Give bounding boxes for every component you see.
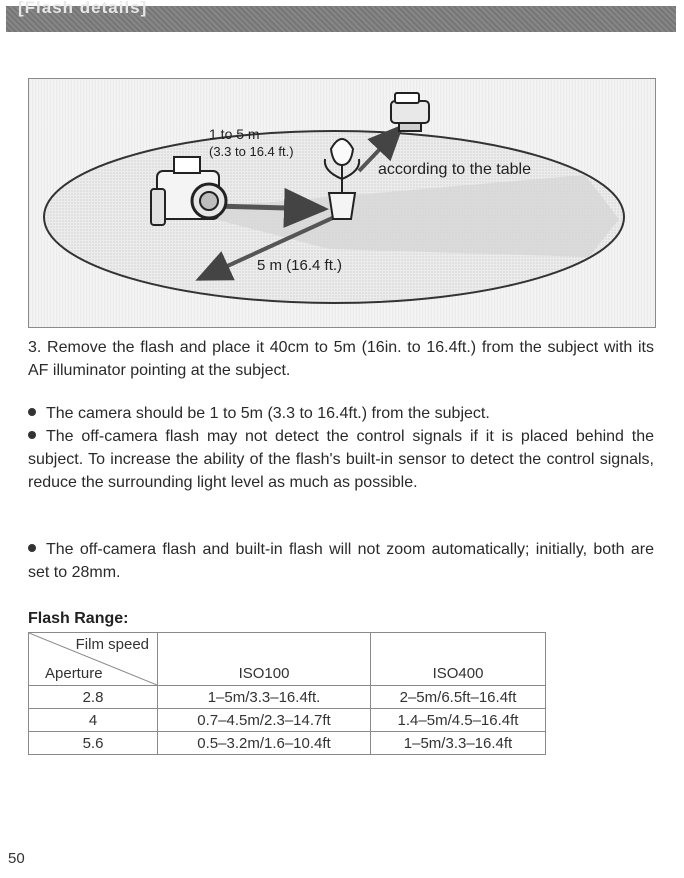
table-header-row (29, 633, 546, 686)
bullet-flash-placement (28, 425, 654, 494)
range-arrow-camera-subject (214, 206, 324, 209)
bullet-icon (28, 431, 36, 439)
cell-iso100: 0.7–4.5m/2.3–14.7ft (158, 709, 371, 732)
bullet-icon (28, 408, 36, 416)
cell-aperture: 5.6 (29, 732, 158, 755)
flash-setup-illustration (28, 78, 656, 328)
header-aperture: Aperture (45, 665, 103, 682)
bullet-zoom (28, 538, 654, 584)
table-row (29, 686, 546, 709)
label-close-range-ft: (3.3 to 16.4 ft.) (209, 144, 294, 159)
label-close-range: 1 to 5 m (209, 126, 260, 142)
section-header-bar (6, 0, 676, 32)
cell-aperture: 2.8 (29, 686, 158, 709)
cell-iso100: 0.5–3.2m/1.6–10.4ft (158, 732, 371, 755)
label-according-to-table: according to the table (378, 161, 531, 178)
flash-range-table (28, 632, 546, 755)
section-header-title: [Flash details] (18, 0, 148, 17)
page-number: 50 (8, 850, 25, 867)
flash-range-title: Flash Range: (28, 610, 129, 627)
cell-aperture: 4 (29, 709, 158, 732)
table-row (29, 732, 546, 755)
bullet-camera-distance (28, 402, 654, 425)
bullet-camera-distance-text: The camera should be 1 to 5m (3.3 to 16.4ft.) from the subject. (46, 405, 490, 422)
label-far-distance: 5 m (16.4 ft.) (257, 257, 343, 274)
header-iso400: ISO400 (371, 633, 546, 686)
off-camera-flash-icon (391, 93, 429, 131)
header-iso100: ISO100 (158, 633, 371, 686)
cell-iso400: 1.4–5m/4.5–16.4ft (371, 709, 546, 732)
header-diagonal-cell (29, 633, 158, 686)
cell-iso400: 1–5m/3.3–16.4ft (371, 732, 546, 755)
table-row (29, 709, 546, 732)
bullet-zoom-text: The off-camera flash and built-in flash will not zoom automatically; initially, both are set to 28mm. (28, 541, 654, 581)
flash-setup-diagram (29, 79, 655, 327)
cell-iso100: 1–5m/3.3–16.4ft. (158, 686, 371, 709)
bullet-flash-placement-text: The off-camera flash may not detect the control signals if it is placed behind the subject. To increase the ability of the flash's built-in sensor to detect the control signals, reduce the surrounding light level as much as possible. (28, 428, 654, 491)
step-3-text: 3. Remove the flash and place it 40cm to 5m (16in. to 16.4ft.) from the subject with its AF illuminator pointing at the subject. (28, 339, 654, 379)
bullet-icon (28, 544, 36, 552)
cell-iso400: 2–5m/6.5ft–16.4ft (371, 686, 546, 709)
header-film-speed: Film speed (75, 636, 149, 653)
